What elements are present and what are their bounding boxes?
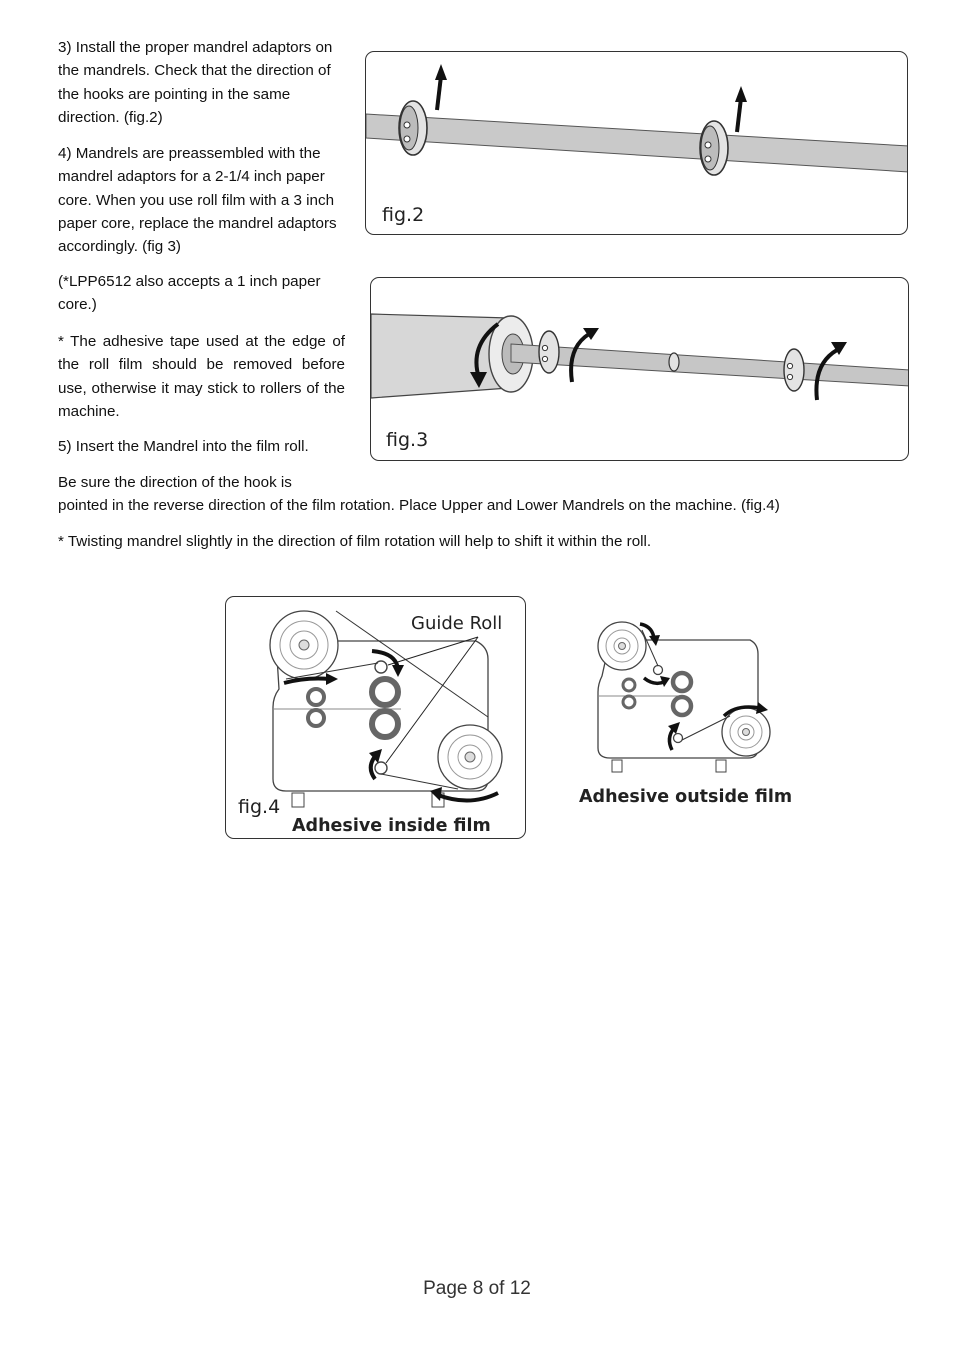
core-note: (*LPP6512 also accepts a 1 inch paper core.) — [58, 273, 321, 314]
adhesive-tape-note: * The adhesive tape used at the edge of the roll film should be removed before use, otherwise it may stick to rollers of the machine. — [58, 333, 345, 420]
guide-roll-label: Guide Roll — [411, 613, 503, 634]
step-3-text: 3) Install the proper mandrel adaptors on the mandrels. Check that the direction of the hooks are pointing in the same direction. (fig.2) — [58, 39, 333, 126]
fig-4-adhesive-inside-diagram — [225, 596, 526, 839]
twisting-note: * Twisting mandrel slightly in the direction of film rotation will help to shift it within the roll. — [58, 533, 652, 550]
step-4-text: 4) Mandrels are preassembled with the mandrel adaptors for a 2-1/4 inch paper core. When you use roll film with a 3 inch paper core, replace the mandrel adaptors accordingly. (fig 3) — [58, 145, 337, 256]
fig-3-paper-core-adaptors — [370, 277, 909, 461]
fig-2-illustration — [366, 52, 908, 235]
adhesive-outside-diagram — [580, 612, 790, 782]
fig-2-label: fig.2 — [382, 204, 425, 226]
adhesive-inside-caption: Adhesive inside film — [292, 816, 491, 836]
step-5-text: 5) Insert the Mandrel into the film roll. — [58, 438, 309, 455]
fig-2-mandrel-adaptors — [365, 51, 908, 235]
fig-3-label: fig.3 — [386, 429, 429, 451]
fig-3-illustration — [371, 278, 909, 461]
adhesive-outside-caption: Adhesive outside film — [579, 787, 793, 807]
hook-direction-line1: Be sure the direction of the hook is — [58, 474, 292, 491]
hook-direction-line2: pointed in the reverse direction of the film rotation. Place Upper and Lower Mandrels on the machine. (fig.4) — [58, 497, 780, 514]
fig-4-label: fig.4 — [238, 796, 281, 818]
page-number: Page 8 of 12 — [423, 1278, 531, 1299]
